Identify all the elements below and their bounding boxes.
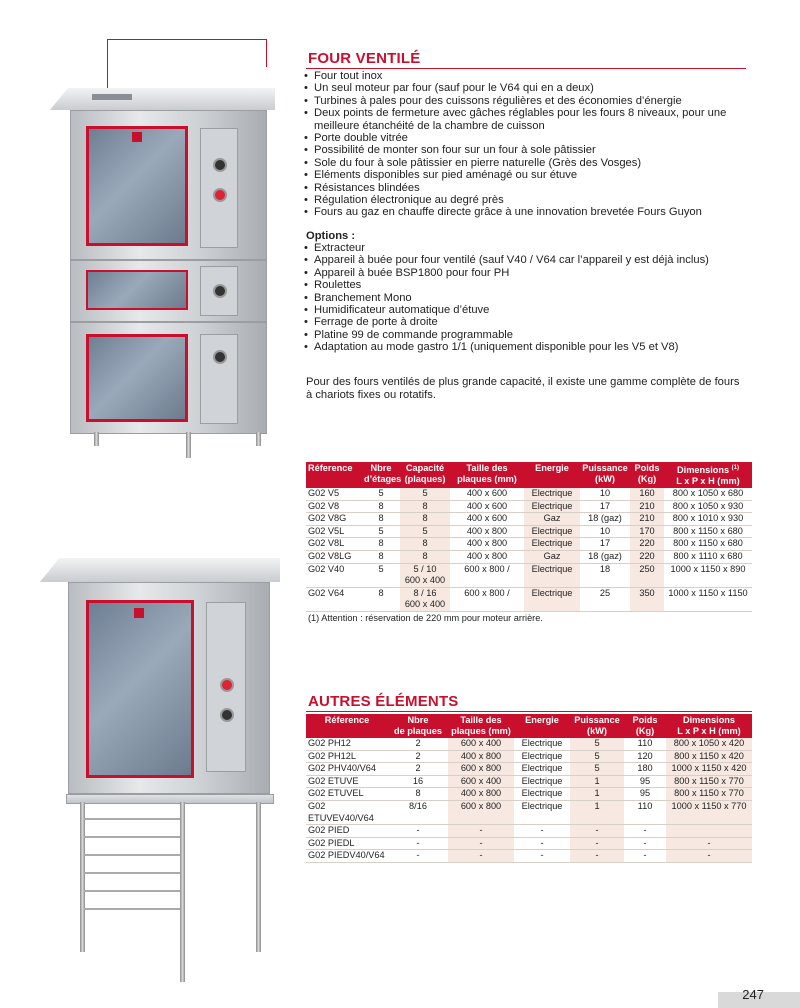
connector-line	[266, 39, 267, 67]
list-item: • Régulation électronique au degré près	[304, 194, 754, 206]
table-cell: 800 x 1150 x 680	[664, 538, 752, 551]
table-cell: 2	[388, 763, 448, 776]
table-cell: -	[624, 837, 666, 850]
table-row	[306, 763, 752, 776]
table-cell: 8	[362, 538, 400, 551]
capacity-value: 8	[422, 551, 428, 562]
table-cell: -	[448, 837, 514, 850]
table-cell: 600 x 800	[448, 800, 514, 824]
table-cell: 25	[580, 587, 630, 611]
table-cell: 180	[624, 763, 666, 776]
capacity-value: 8 / 16	[413, 587, 437, 598]
capacity-value: 5	[422, 525, 428, 536]
table-cell: -	[388, 837, 448, 850]
list-item: • Appareil à buée pour four ventilé (sauf V40 / V64 car l’appareil y est déjà inclus)	[304, 254, 754, 266]
table-cell: 1000 x 1150 x 420	[666, 763, 752, 776]
table-cell: 800 x 1050 x 680	[664, 488, 752, 500]
table-cell: 95	[624, 775, 666, 788]
table-row	[306, 538, 752, 551]
table-cell: 1000 x 1150 x 890	[664, 563, 752, 587]
table-cell: 10	[580, 525, 630, 538]
table-cell: 16	[388, 775, 448, 788]
table-cell: 210	[630, 513, 664, 526]
list-item: • Roulettes	[304, 279, 754, 291]
table-cell: Electrique	[514, 738, 570, 750]
table-cell: 5	[362, 488, 400, 500]
connector-line	[107, 39, 108, 91]
table-cell: 800 x 1050 x 930	[664, 500, 752, 513]
table-cell: -	[448, 850, 514, 863]
table-cell: -	[624, 850, 666, 863]
col-header-energie: Energie	[514, 714, 570, 738]
table-row	[306, 788, 752, 801]
table-cell: 1	[570, 775, 624, 788]
table-row	[306, 488, 752, 500]
table-cell: 8	[362, 500, 400, 513]
page-number: 247	[742, 987, 764, 1002]
table-row	[306, 750, 752, 763]
table-cell: G02 V5	[306, 488, 362, 500]
table-cell: 5	[570, 763, 624, 776]
table-cell: G02 PIEDV40/V64	[306, 850, 388, 863]
col-header-taille: Taille des plaques (mm)	[448, 714, 514, 738]
table-cell: -	[514, 825, 570, 838]
table-cell: Electrique	[524, 525, 580, 538]
col-header-nbre: Nbre de plaques	[388, 714, 448, 738]
table-cell: 800 x 1150 x 420	[666, 750, 752, 763]
table-cell: Electrique	[514, 763, 570, 776]
table-cell: 160	[630, 488, 664, 500]
table-cell: 5	[362, 563, 400, 587]
table-cell: 400 x 600	[450, 500, 524, 513]
col-header-puissance: Puissance (kW)	[580, 462, 630, 488]
table-cell: 600 x 800	[448, 763, 514, 776]
table-cell: 5	[362, 525, 400, 538]
table-cell: 210	[630, 500, 664, 513]
table-cell: 17	[580, 500, 630, 513]
table-cell: 8	[362, 513, 400, 526]
table-row	[306, 513, 752, 526]
table-row	[306, 775, 752, 788]
list-item: • Humidificateur automatique d’étuve	[304, 304, 754, 316]
table-cell: 10	[580, 488, 630, 500]
table-cell	[400, 513, 450, 526]
table-cell: -	[388, 850, 448, 863]
table-cell: 800 x 1150 x 680	[664, 525, 752, 538]
table-cell	[400, 563, 450, 587]
table-cell: 110	[624, 800, 666, 824]
list-item: • Possibilité de monter son four sur un four à sole pâtissier	[304, 144, 754, 156]
table-cell	[400, 587, 450, 611]
table-row	[306, 587, 752, 611]
table-cell	[666, 825, 752, 838]
table-cell: G02 PH12	[306, 738, 388, 750]
capacity-note-paragraph: Pour des fours ventilés de plus grande capacité, il existe une gamme complète de fours à chariots fixes ou rotatifs.	[306, 376, 740, 401]
title-underline	[306, 711, 752, 712]
table-cell: -	[570, 825, 624, 838]
table-cell: 8	[388, 788, 448, 801]
section-title-four-ventile: FOUR VENTILÉ	[308, 50, 421, 67]
capacity-value: 5 / 10	[413, 563, 437, 574]
table-cell: 800 x 1050 x 420	[666, 738, 752, 750]
capacity-value: 8	[422, 538, 428, 549]
table-cell: -	[514, 850, 570, 863]
table-cell: G02 V40	[306, 563, 362, 587]
table-cell: 350	[630, 587, 664, 611]
table-cell: 18 (gaz)	[580, 513, 630, 526]
table-row	[306, 563, 752, 587]
capacity-value: 5	[422, 488, 428, 499]
table-cell: -	[570, 837, 624, 850]
table-cell: -	[570, 850, 624, 863]
table-cell: 220	[630, 538, 664, 551]
table-cell: G02 V8LG	[306, 551, 362, 564]
table-row	[306, 837, 752, 850]
list-item: • Deux points de fermeture avec gâches réglables pour les fours 8 niveaux, pour une meilleure étanchéité de la chambre de cuisson	[304, 107, 754, 132]
table-cell: 800 x 1150 x 770	[666, 775, 752, 788]
table-cell: G02 PHV40/V64	[306, 763, 388, 776]
table-cell: -	[624, 825, 666, 838]
table-cell: G02 ETUVEL	[306, 788, 388, 801]
list-item: • Platine 99 de commande programmable	[304, 329, 754, 341]
table-cell: -	[666, 837, 752, 850]
table-cell: 8	[362, 551, 400, 564]
table-cell: 220	[630, 551, 664, 564]
col-header-ref: Réference	[306, 714, 388, 738]
table-cell: 1	[570, 788, 624, 801]
table-row	[306, 551, 752, 564]
table-cell	[400, 538, 450, 551]
table-cell: 1000 x 1150 x 1150	[664, 587, 752, 611]
list-item: • Ferrage de porte à droite	[304, 316, 754, 328]
table-cell: Electrique	[524, 538, 580, 551]
table-cell: Electrique	[524, 563, 580, 587]
table-cell: 5	[570, 738, 624, 750]
list-item: • Un seul moteur par four (sauf pour le V64 qui en a deux)	[304, 82, 754, 94]
table-cell: 17	[580, 538, 630, 551]
table-cell: 2	[388, 738, 448, 750]
options-title: Options :	[306, 230, 356, 242]
table-cell: 800 x 1110 x 680	[664, 551, 752, 564]
table-cell: 400 x 600	[450, 513, 524, 526]
table-cell	[400, 488, 450, 500]
table-row	[306, 738, 752, 750]
table-cell: -	[514, 837, 570, 850]
col-header-etages: Nbre d’étages	[362, 462, 400, 488]
capacity-value: 8	[422, 513, 428, 524]
table-cell: 600 x 800 /	[450, 563, 524, 587]
table-cell: G02 PH12L	[306, 750, 388, 763]
table-cell: G02 V8L	[306, 538, 362, 551]
table-cell: 8	[362, 587, 400, 611]
col-header-puissance: Puissance (kW)	[570, 714, 624, 738]
col-header-taille: Taille des plaques (mm)	[450, 462, 524, 488]
col-header-energie: Energie	[524, 462, 580, 488]
feature-list	[304, 70, 754, 219]
col-header-dimensions: Dimensions $^{(1)}$ L x P x H (mm)	[664, 462, 752, 488]
table-cell: 18 (gaz)	[580, 551, 630, 564]
table-cell: G02 V8G	[306, 513, 362, 526]
list-item: • Appareil à buée BSP1800 pour four PH	[304, 267, 754, 279]
list-item: • Four tout inox	[304, 70, 754, 82]
table-cell: 400 x 800	[450, 525, 524, 538]
table-cell	[400, 500, 450, 513]
table-cell: 600 x 400	[448, 738, 514, 750]
col-header-capacite: Capacité (plaques)	[400, 462, 450, 488]
table-row	[306, 825, 752, 838]
list-item: • Porte double vitrée	[304, 132, 754, 144]
table-cell: 600 x 400	[448, 775, 514, 788]
table-cell: G02 PIEDL	[306, 837, 388, 850]
table-cell: 18	[580, 563, 630, 587]
list-item: • Turbines à pales pour des cuissons régulières et des économies d’énergie	[304, 95, 754, 107]
table-cell: Gaz	[524, 513, 580, 526]
table-cell: Electrique	[524, 488, 580, 500]
table-cell: 1000 x 1150 x 770	[666, 800, 752, 824]
table-cell: Gaz	[524, 551, 580, 564]
stacked-oven-illustration	[50, 88, 275, 458]
table-cell: 95	[624, 788, 666, 801]
table-cell: -	[448, 825, 514, 838]
section-title-autres-elements: AUTRES ÉLÉMENTS	[308, 693, 459, 710]
col-header-poids: Poids (Kg)	[624, 714, 666, 738]
table-cell: 800 x 1010 x 930	[664, 513, 752, 526]
table-cell	[400, 525, 450, 538]
table-row	[306, 850, 752, 863]
capacity-size: 600 x 400	[404, 575, 446, 586]
table-cell: G02 PIED	[306, 825, 388, 838]
table-row	[306, 500, 752, 513]
table-cell: -	[388, 825, 448, 838]
list-item: • Adaptation au mode gastro 1/1 (uniquement disponible pour les V5 et V8)	[304, 341, 754, 353]
autres-elements-spec-table	[306, 714, 752, 863]
oven-on-stand-illustration	[40, 558, 280, 998]
table-header-row	[306, 714, 752, 738]
table-cell: G02 ETUVE	[306, 775, 388, 788]
list-item: • Eléments disponibles sur pied aménagé ou sur étuve	[304, 169, 754, 181]
table-cell: 8/16	[388, 800, 448, 824]
table-cell: 400 x 600	[450, 488, 524, 500]
table-cell: 110	[624, 738, 666, 750]
list-item: • Fours au gaz en chauffe directe grâce à une innovation brevetée Fours Guyon	[304, 206, 754, 218]
list-item: • Résistances blindées	[304, 182, 754, 194]
table-cell: Electrique	[524, 500, 580, 513]
table-cell: G02 V64	[306, 587, 362, 611]
list-item: • Extracteur	[304, 242, 754, 254]
options-list	[304, 242, 754, 354]
table-cell: 2	[388, 750, 448, 763]
table-footnote-row	[306, 612, 752, 625]
list-item: • Branchement Mono	[304, 292, 754, 304]
table-cell: Electrique	[514, 775, 570, 788]
table-cell: 1	[570, 800, 624, 824]
col-header-ref: Réference	[306, 462, 362, 488]
table-cell: Electrique	[514, 788, 570, 801]
table-row	[306, 800, 752, 824]
table-cell: 600 x 800 /	[450, 587, 524, 611]
table-cell: 400 x 800	[450, 551, 524, 564]
table-cell: Electrique	[524, 587, 580, 611]
table-footnote: (1) Attention : réservation de 220 mm pour moteur arrière.	[306, 612, 752, 625]
title-underline	[306, 68, 746, 69]
list-item: • Sole du four à sole pâtissier en pierre naturelle (Grès des Vosges)	[304, 157, 754, 169]
col-header-dimensions: Dimensions L x P x H (mm)	[666, 714, 752, 738]
four-ventile-spec-table	[306, 462, 752, 625]
table-cell: 800 x 1150 x 770	[666, 788, 752, 801]
table-cell: 5	[570, 750, 624, 763]
table-cell: 400 x 800	[448, 750, 514, 763]
table-cell: G02 ETUVEV40/V64	[306, 800, 388, 824]
capacity-size: 600 x 400	[404, 599, 446, 610]
table-cell: 400 x 800	[448, 788, 514, 801]
table-cell: 400 x 800	[450, 538, 524, 551]
table-row	[306, 525, 752, 538]
table-cell: Electrique	[514, 750, 570, 763]
table-cell	[400, 551, 450, 564]
table-cell: Electrique	[514, 800, 570, 824]
table-cell: 120	[624, 750, 666, 763]
table-cell: G02 V8	[306, 500, 362, 513]
table-cell: 250	[630, 563, 664, 587]
capacity-value: 8	[422, 500, 428, 511]
col-header-poids: Poids (Kg)	[630, 462, 664, 488]
connector-line	[107, 39, 267, 40]
table-cell: 170	[630, 525, 664, 538]
table-header-row	[306, 462, 752, 488]
table-cell: G02 V5L	[306, 525, 362, 538]
table-cell: -	[666, 850, 752, 863]
